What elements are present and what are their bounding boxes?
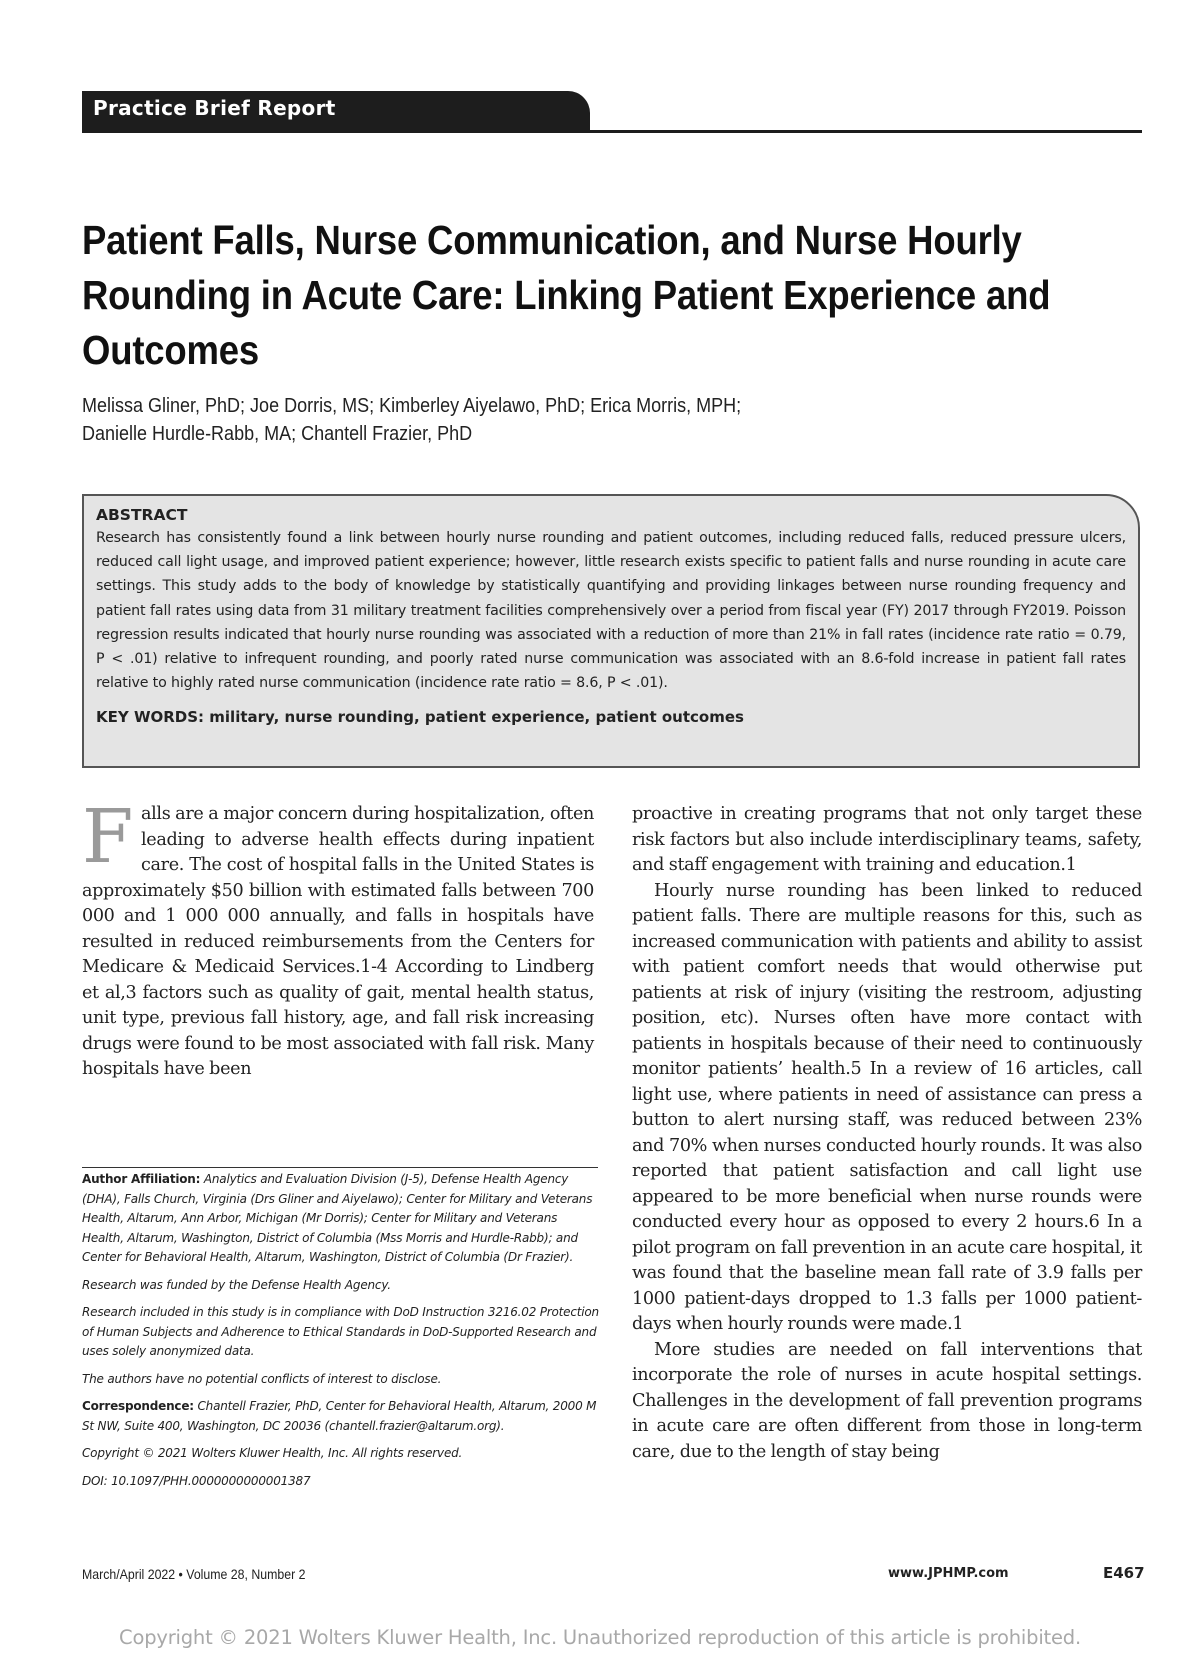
page-number: E467 xyxy=(1103,1564,1145,1582)
compliance-note: Research included in this study is in compliance with DoD Instruction 3216.02 Protection of Human Subjects and Adherence to Ethical Standards in DoD-Supported Research and uses solely anonymized data. xyxy=(82,1305,599,1358)
correspondence-label: Correspondence: xyxy=(82,1399,194,1413)
issue-info: March/April 2022 • Volume 28, Number 2 xyxy=(82,1566,306,1582)
funding-note: Research was funded by the Defense Health Agency. xyxy=(82,1277,391,1292)
author-affiliations xyxy=(82,1170,602,1499)
body-paragraph-3: Hourly nurse rounding has been linked to reduced patient falls. There are multiple reasons for this, such as increased communication with patients and ability to assist with patient comfort needs that would otherwise put patients at risk of injury (visiting the restroom, adjusting position, etc). Nurses often have more contact with patients in hospitals because of their need to continuously monitor patients’ health.5 In a review of 16 articles, call light use, where patients in need of assistance can press a button to alert nursing staff, was reduced between 23% and 70% when nurses conducted hourly rounds. It was also reported that patient satisfaction and call light use appeared to be more beneficial when nurse rounds were conducted every hour as opposed to every 2 hours.6 In a pilot program on fall prevention in an acute care hospital, it was found that the baseline mean fall rate of 3.9 falls per 1000 patient-days dropped to 1.3 falls per 1000 patient-days when hourly rounds were made.1 xyxy=(632,880,1142,1334)
author-list xyxy=(82,392,892,448)
affiliation-block xyxy=(82,1170,602,1268)
affiliation-label: Author Affiliation: xyxy=(82,1172,201,1186)
body-paragraph-1: alls are a major concern during hospitalization, often leading to adverse health effects during inpatient care. The cost of hospital falls in the United States is approximately $50 billion with estimated falls between 700 000 and 1 000 000 annually, and falls in hospitals have resulted in reduced reimbursements from the Centers for Medicare & Medicaid Services.1-4 According to Lindberg et al,3 factors such as quality of gait, mental health status, unit type, previous fall history, age, and fall risk increasing drugs were found to be most associated with fall risk. Many hospitals have been xyxy=(82,804,594,1079)
copyright-note: Copyright © 2021 Wolters Kluwer Health, Inc. All rights reserved. xyxy=(82,1446,463,1460)
correspondence-text: Chantell Frazier, PhD, Center for Behavioral Health, Altarum, 2000 M St NW, Suite 400, Washington, DC 20036 (chantell.frazier@altarum.org). xyxy=(82,1399,597,1433)
copyright-watermark: Copyright © 2021 Wolters Kluwer Health, Inc. Unauthorized reproduction of this article is prohibited. xyxy=(119,1626,1081,1649)
abstract-text: Research has consistently found a link between hourly nurse rounding and patient outcomes, including reduced falls, reduced pressure ulcers, reduced call light usage, and improved patient experience; however, little research exists specific to patient falls and nurse rounding in acute care settings. This study adds to the body of knowledge by statistically quantifying and providing linkages between nurse rounding frequency and patient fall rates using data from 31 military treatment facilities comprehensively over a period from fiscal year (FY) 2017 through FY2019. Poisson regression results indicated that hourly nurse rounding was associated with a reduction of more than 21% in fall rates (incidence rate ratio = 0.79, P < .01) relative to infrequent rounding, and poorly rated nurse communication was associated with an 8.6-fold increase in patient fall rates relative to highly rated nurse communication (incidence rate ratio = 8.6, P < .01). xyxy=(96,530,1126,692)
header-rule xyxy=(82,130,1142,133)
body-paragraph-2: proactive in creating programs that not only target these risk factors but also include interdisciplinary teams, safety, and staff engagement with training and education.1 xyxy=(632,804,1142,875)
affiliation-text: Analytics and Evaluation Division (J-5), Defense Health Agency (DHA), Falls Church, Virginia (Drs Gliner and Aiyelawo); Center for Military and Veterans Health, Altarum, Ann Arbor, Michigan (Mr Dorris); Center for Military and Veterans Health, Altarum, Washington, District of Columbia (Mss Morris and Hurdle-Rabb); and Center for Behavioral Health, Altarum, Washington, District of Columbia (Dr Frazier). xyxy=(82,1172,593,1264)
drop-cap: F xyxy=(82,794,133,880)
authors-line-2: Danielle Hurdle-Rabb, MA; Chantell Frazier, PhD xyxy=(82,423,473,445)
doi[interactable]: DOI: 10.1097/PHH.0000000000001387 xyxy=(82,1473,311,1488)
abstract xyxy=(96,505,1126,727)
affiliation-rule xyxy=(82,1167,598,1168)
conflicts-note: The authors have no potential conflicts of interest to disclose. xyxy=(82,1371,442,1386)
body-column-right xyxy=(632,802,1142,1465)
body-column-left xyxy=(82,794,594,1083)
correspondence-block xyxy=(82,1397,602,1436)
article-title: Patient Falls, Nurse Communication, and Nurse Hourly Rounding in Acute Care: Linking Patient Experience and Outcomes xyxy=(82,217,1051,373)
journal-url[interactable]: www.JPHMP.com xyxy=(888,1566,1009,1581)
abstract-heading: ABSTRACT xyxy=(96,506,188,524)
authors-line-1: Melissa Gliner, PhD; Joe Dorris, MS; Kimberley Aiyelawo, PhD; Erica Morris, MPH; xyxy=(82,395,742,417)
body-paragraph-4: More studies are needed on fall interventions that incorporate the role of nurses in acute hospital settings. Challenges in the development of fall prevention programs in acute care are often different from those in long-term care, due to the length of stay being xyxy=(632,1339,1142,1462)
keywords: KEY WORDS: military, nurse rounding, patient experience, patient outcomes xyxy=(96,708,744,727)
section-label: Practice Brief Report xyxy=(93,96,336,120)
